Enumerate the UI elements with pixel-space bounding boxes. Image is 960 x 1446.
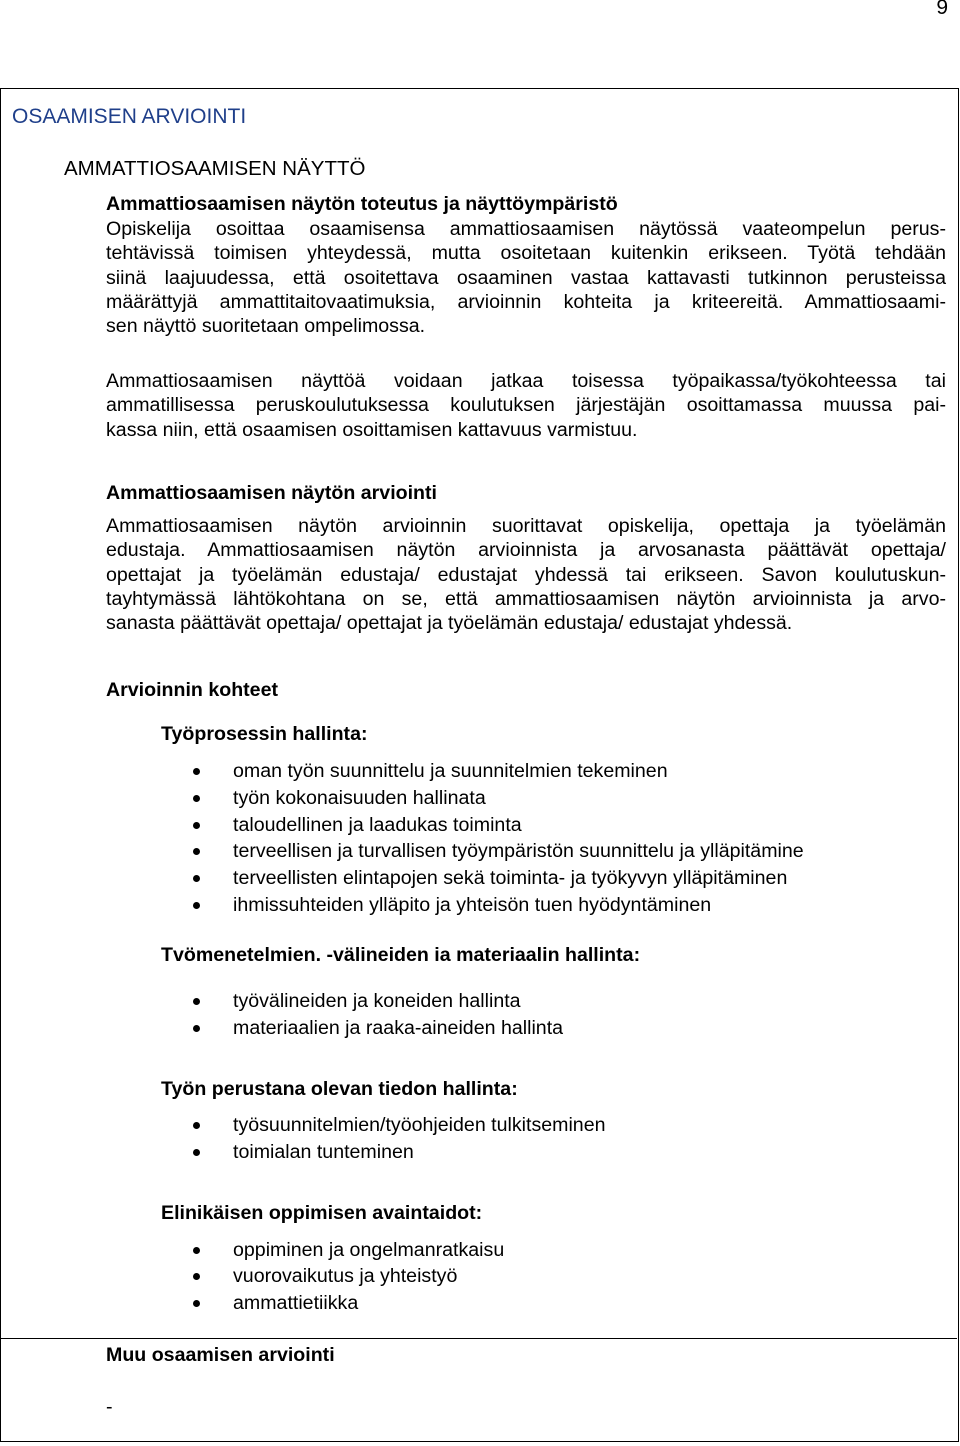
other-assessment-value: -: [106, 1396, 113, 1418]
list-item-text: ammattietiikka: [233, 1292, 359, 1314]
paragraph-line: opettajat ja työelämän edustaja/ edustajat yhdessä tai erikseen. Savon koulutuskun-: [106, 563, 946, 586]
list-item-text: oppiminen ja ongelmanratkaisu: [233, 1239, 505, 1261]
list-item-text: vuorovaikutus ja yhteistyö: [233, 1265, 458, 1287]
paragraph-line: määrättyjä ammattitaitovaatimuksia, arvioinnin kohteita ja kriteereitä. Ammattiosaami-: [106, 290, 946, 313]
bullet-icon: [193, 795, 200, 802]
list-item-text: työn kokonaisuuden hallinata: [233, 787, 486, 809]
group-title-knowledge: Työn perustana olevan tiedon hallinta:: [161, 1078, 518, 1100]
other-assessment-heading: Muu osaamisen arviointi: [106, 1344, 335, 1366]
paragraph-line: tayhtymässä lähtökohtana on se, että ammattiosaamisen näytön arvioinnista ja arvo-: [106, 587, 946, 610]
paragraph-line: edustaja. Ammattiosaamisen näytön arvioinnista ja arvosanasta päättävät opettaja/: [106, 539, 946, 562]
paragraph-line: Opiskelija osoittaa osaamisensa ammattiosaamisen näytössä vaateompelun perus-: [106, 218, 946, 240]
bullet-icon: [193, 1122, 200, 1129]
assessment-paragraph: [106, 514, 946, 635]
page-number: 9: [936, 0, 948, 19]
paragraph-line: tehtävissä toimisen yhteydessä, mutta osoitetaan kuitenkin erikseen. Työtä tehdään: [106, 242, 946, 265]
list-item-text: työvälineiden ja koneiden hallinta: [233, 990, 521, 1012]
group-title-work-process: Työprosessin hallinta:: [161, 723, 368, 745]
paragraph-line: kassa niin, että osaamisen osoittamisen kattavuus varmistuu.: [106, 418, 638, 441]
list-item-text: toimialan tunteminen: [233, 1141, 414, 1163]
list-item-text: ihmissuhteiden ylläpito ja yhteisön tuen hyödyntäminen: [233, 894, 712, 916]
list-item-text: materiaalien ja raaka-aineiden hallinta: [233, 1017, 564, 1039]
main-heading: AMMATTIOSAAMISEN NÄYTTÖ: [64, 157, 366, 180]
section-title: OSAAMISEN ARVIOINTI: [12, 105, 247, 128]
bullet-icon: [193, 875, 200, 882]
paragraph-line: ammatillisessa peruskoulutuksessa koulutuksen järjestäjän osoittamassa muussa pai-: [106, 394, 946, 417]
bullet-icon: [193, 1025, 200, 1032]
bullet-icon: [193, 1273, 200, 1280]
paragraph-line: Ammattiosaamisen näyttöä voidaan jatkaa toisessa työpaikassa/työkohteessa tai: [106, 370, 946, 392]
group-title-methods-tools: Tvömenetelmien. -välineiden ia materiaalin hallinta:: [161, 944, 641, 966]
group-title-key-skills: Elinikäisen oppimisen avaintaidot:: [161, 1202, 483, 1224]
list-item-text: oman työn suunnittelu ja suunnitelmien tekeminen: [233, 760, 668, 782]
assessment-heading: Ammattiosaamisen näytön arviointi: [106, 482, 437, 504]
bullet-icon: [193, 998, 200, 1005]
list-item-text: työsuunnitelmien/työohjeiden tulkitseminen: [233, 1114, 606, 1136]
paragraph-line: sen näyttö suoritetaan ompelimossa.: [106, 315, 426, 338]
list-item-text: terveellisen ja turvallisen työympäristön suunnittelu ja ylläpitämine: [233, 840, 804, 862]
paragraph-line: siinä laajuudessa, että osoitettava osaaminen vastaa kattavasti tutkinnon perusteissa: [106, 266, 946, 289]
implementation-heading: Ammattiosaamisen näytön toteutus ja näyttöympäristö: [106, 193, 618, 215]
bullet-icon: [193, 768, 200, 775]
implementation-paragraph-2: [106, 369, 946, 442]
bullet-icon: [193, 1300, 200, 1307]
paragraph-line: Ammattiosaamisen näytön arvioinnin suorittavat opiskelija, opettaja ja työelämän: [106, 515, 946, 537]
frame-divider: [0, 1338, 957, 1339]
bullet-icon: [193, 902, 200, 909]
paragraph-line: sanasta päättävät opettaja/ opettajat ja työelämän edustaja/ edustajat yhdessä.: [106, 612, 793, 635]
bullet-icon: [193, 1247, 200, 1254]
bullet-icon: [193, 822, 200, 829]
targets-heading: Arvioinnin kohteet: [106, 679, 279, 701]
list-item-text: taloudellinen ja laadukas toiminta: [233, 814, 522, 836]
list-item-text: terveellisten elintapojen sekä toiminta- ja työkyvyn ylläpitäminen: [233, 867, 788, 889]
bullet-icon: [193, 1149, 200, 1156]
implementation-paragraph-1: [106, 217, 946, 338]
bullet-icon: [193, 848, 200, 855]
